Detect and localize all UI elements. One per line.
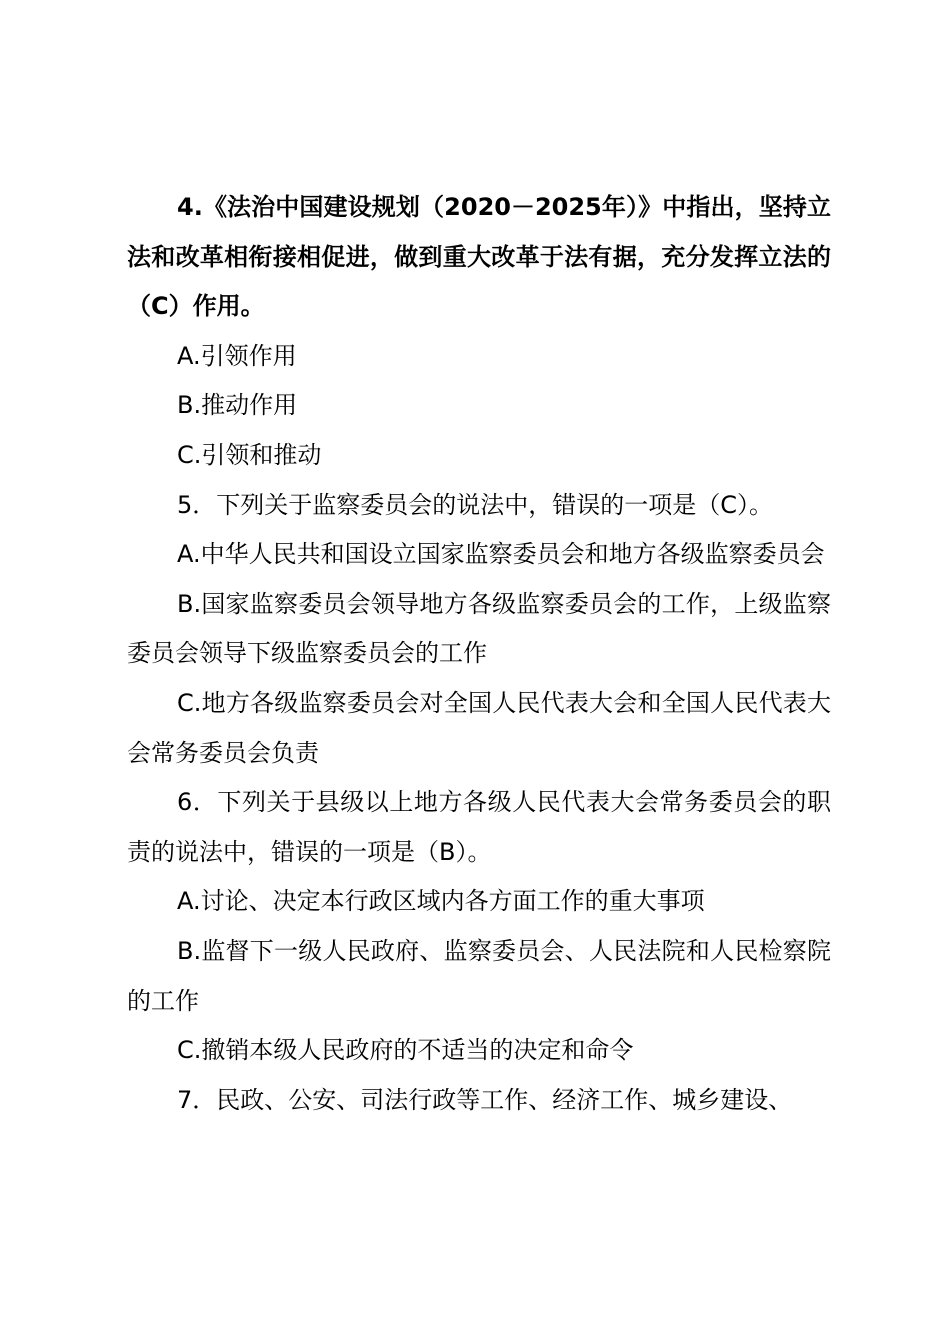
question-4-option-b: B.推动作用	[177, 391, 298, 420]
question-6-option-b: B.监督下一级人民政府、监察委员会、人民法院和人民检察院的工作	[127, 936, 831, 1015]
question-7-stem: 7．民政、公安、司法行政等工作、经济工作、城乡建设、	[177, 1085, 793, 1114]
question-5-stem: 5．下列关于监察委员会的说法中，错误的一项是（C）。	[177, 490, 774, 519]
question-5-option-a: A.中华人民共和国设立国家监察委员会和地方各级监察委员会	[177, 540, 825, 569]
question-6-option-c: C.撤销本级人民政府的不适当的决定和命令	[177, 1036, 634, 1065]
question-6-option-a: A.讨论、决定本行政区域内各方面工作的重大事项	[177, 887, 705, 916]
question-4-option-c: C.引领和推动	[177, 440, 322, 469]
document-body	[127, 183, 831, 1125]
question-6-stem: 6．下列关于县级以上地方各级人民代表大会常务委员会的职责的说法中，错误的一项是（B）。	[127, 788, 831, 866]
question-5-option-c: C.地方各级监察委员会对全国人民代表大会和全国人民代表大会常务委员会负责	[127, 688, 831, 767]
question-4-stem: 4.《法治中国建设规划（2020－2025年）》中指出，坚持立法和改革相衔接相促进，做到重大改革于法有据，充分发挥立法的（C）作用。	[127, 193, 831, 321]
question-4-option-a: A.引领作用	[177, 341, 297, 370]
question-5-option-b: B.国家监察委员会领导地方各级监察委员会的工作，上级监察委员会领导下级监察委员会的工作	[127, 589, 831, 668]
